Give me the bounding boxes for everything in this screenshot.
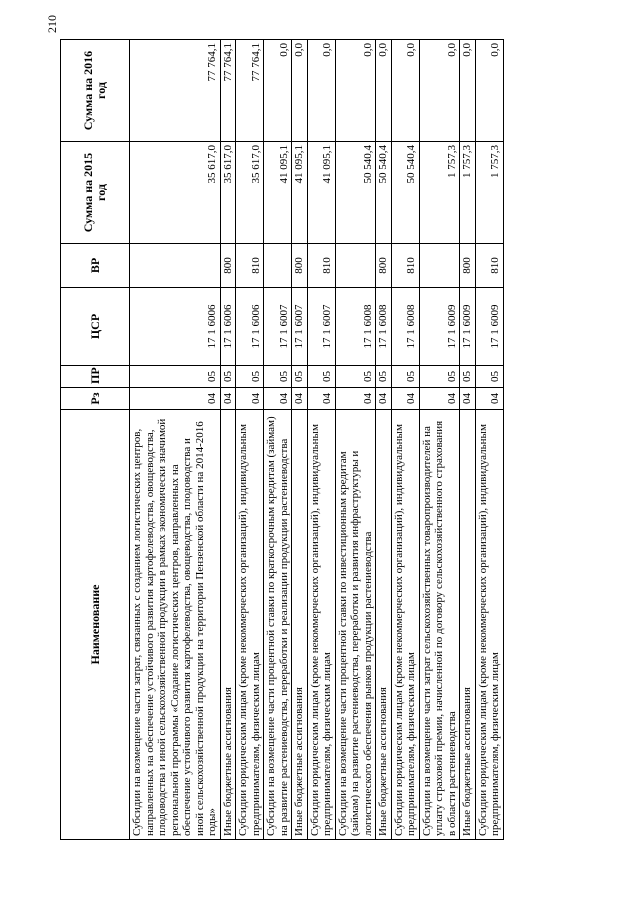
row-csr: 17 1 6008 — [335, 288, 376, 366]
row-csr: 17 1 6007 — [307, 288, 335, 366]
row-pr: 05 — [292, 366, 308, 388]
table-row — [264, 40, 292, 840]
row-pr: 05 — [264, 366, 292, 388]
row-vr: 800 — [376, 244, 392, 288]
row-sum-2015: 1 757,3 — [460, 142, 476, 244]
row-vr: 800 — [220, 244, 236, 288]
header-rz: Рз — [61, 388, 130, 410]
row-sum-2016: 0,0 — [335, 40, 376, 142]
table-row — [391, 40, 419, 840]
row-pr: 05 — [391, 366, 419, 388]
row-rz: 04 — [460, 388, 476, 410]
row-sum-2016: 0,0 — [292, 40, 308, 142]
row-vr — [130, 244, 221, 288]
row-csr: 17 1 6009 — [460, 288, 476, 366]
row-rz: 04 — [236, 388, 264, 410]
row-csr: 17 1 6008 — [391, 288, 419, 366]
row-sum-2016: 0,0 — [419, 40, 460, 142]
table-header — [61, 40, 130, 840]
row-vr: 810 — [475, 244, 503, 288]
row-name: Иные бюджетные ассигнования — [292, 410, 308, 840]
row-rz: 04 — [130, 388, 221, 410]
table-row — [335, 40, 376, 840]
row-rz: 04 — [292, 388, 308, 410]
budget-table — [60, 39, 504, 840]
row-sum-2015: 50 540,4 — [335, 142, 376, 244]
row-name: Иные бюджетные ассигнования — [220, 410, 236, 840]
row-name: Субсидии юридическим лицам (кроме некоммерческих организаций), индивидуальным предпринимателям, физическим лицам — [307, 410, 335, 840]
row-vr: 810 — [236, 244, 264, 288]
row-csr: 17 1 6009 — [419, 288, 460, 366]
row-rz: 04 — [376, 388, 392, 410]
row-sum-2016: 0,0 — [460, 40, 476, 142]
table-row — [236, 40, 264, 840]
header-vr: ВР — [61, 244, 130, 288]
row-vr — [264, 244, 292, 288]
row-sum-2016: 0,0 — [391, 40, 419, 142]
row-sum-2016: 77 764,1 — [130, 40, 221, 142]
rotated-table-wrapper — [60, 40, 605, 840]
row-vr — [335, 244, 376, 288]
header-sum-2016: Сумма на 2016 год — [61, 40, 130, 142]
row-name: Субсидии на возмещение части затрат сельскохозяйственных товаропроизводителей на уплату страховой премии, начисленной по договору сельскохозяйственного страхования в области растениеводства — [419, 410, 460, 840]
row-pr: 05 — [335, 366, 376, 388]
row-vr — [419, 244, 460, 288]
row-rz: 04 — [220, 388, 236, 410]
row-vr: 800 — [460, 244, 476, 288]
row-sum-2016: 0,0 — [376, 40, 392, 142]
row-sum-2015: 1 757,3 — [475, 142, 503, 244]
row-sum-2015: 1 757,3 — [419, 142, 460, 244]
row-rz: 04 — [391, 388, 419, 410]
row-name: Субсидии на возмещение части затрат, связанных с созданием логистических центров, направленных на обеспечение устойчивого развития картофелеводства, овощеводства, плодоводства и иной сельскохозяйственной продукции в рамках экономически значимой региональной программы «Создание логистических центров, направленных на обеспечение устойчивого развития картофелеводства, овощеводства, плодоводства и иной сельскохозяйственной продукции на территории Пензенской области на 2014-2016 годы» — [130, 410, 221, 840]
row-pr: 05 — [307, 366, 335, 388]
row-sum-2016: 77 764,1 — [236, 40, 264, 142]
row-rz: 04 — [307, 388, 335, 410]
table-row — [419, 40, 460, 840]
row-pr: 05 — [236, 366, 264, 388]
row-name: Иные бюджетные ассигнования — [460, 410, 476, 840]
row-sum-2015: 35 617,0 — [130, 142, 221, 244]
row-sum-2016: 0,0 — [307, 40, 335, 142]
row-sum-2015: 41 095,1 — [307, 142, 335, 244]
row-name: Субсидии юридическим лицам (кроме некоммерческих организаций), индивидуальным предпринимателям, физическим лицам — [475, 410, 503, 840]
row-vr: 810 — [391, 244, 419, 288]
row-name: Иные бюджетные ассигнования — [376, 410, 392, 840]
row-sum-2015: 35 617,0 — [220, 142, 236, 244]
row-pr: 05 — [419, 366, 460, 388]
header-sum-2015: Сумма на 2015 год — [61, 142, 130, 244]
row-pr: 05 — [220, 366, 236, 388]
row-rz: 04 — [419, 388, 460, 410]
header-pr: ПР — [61, 366, 130, 388]
row-csr: 17 1 6006 — [220, 288, 236, 366]
row-name: Субсидии на возмещение части процентной ставки по краткосрочным кредитам (займам) на развитие растениеводства, переработки и реализации продукции растениеводства — [264, 410, 292, 840]
table-row — [130, 40, 221, 840]
row-sum-2015: 35 617,0 — [236, 142, 264, 244]
row-pr: 05 — [475, 366, 503, 388]
row-name: Субсидии юридическим лицам (кроме некоммерческих организаций), индивидуальным предпринимателям, физическим лицам — [236, 410, 264, 840]
row-csr: 17 1 6007 — [292, 288, 308, 366]
row-name: Субсидии на возмещение части процентной ставки по инвестиционным кредитам (займам) на развитие растениеводства, переработки и развития инфраструктуры и логистического обеспечения рынков продукции растениеводства — [335, 410, 376, 840]
table-row — [475, 40, 503, 840]
row-csr: 17 1 6009 — [475, 288, 503, 366]
table-row — [307, 40, 335, 840]
table-body — [130, 40, 504, 840]
table-row — [460, 40, 476, 840]
row-vr: 800 — [292, 244, 308, 288]
row-name: Субсидии юридическим лицам (кроме некоммерческих организаций), индивидуальным предпринимателям, физическим лицам — [391, 410, 419, 840]
row-csr: 17 1 6008 — [376, 288, 392, 366]
row-sum-2015: 41 095,1 — [264, 142, 292, 244]
row-rz: 04 — [335, 388, 376, 410]
row-sum-2015: 41 095,1 — [292, 142, 308, 244]
row-sum-2016: 77 764,1 — [220, 40, 236, 142]
row-vr: 810 — [307, 244, 335, 288]
row-csr: 17 1 6006 — [130, 288, 221, 366]
row-pr: 05 — [130, 366, 221, 388]
row-sum-2016: 0,0 — [475, 40, 503, 142]
header-name: Наименование — [61, 410, 130, 840]
row-csr: 17 1 6006 — [236, 288, 264, 366]
row-sum-2015: 50 540,4 — [391, 142, 419, 244]
page-number: 210 — [45, 15, 59, 33]
row-csr: 17 1 6007 — [264, 288, 292, 366]
table-row — [376, 40, 392, 840]
table-row — [220, 40, 236, 840]
row-sum-2015: 50 540,4 — [376, 142, 392, 244]
row-pr: 05 — [460, 366, 476, 388]
row-rz: 04 — [264, 388, 292, 410]
header-csr: ЦСР — [61, 288, 130, 366]
table-row — [292, 40, 308, 840]
row-sum-2016: 0,0 — [264, 40, 292, 142]
row-pr: 05 — [376, 366, 392, 388]
row-rz: 04 — [475, 388, 503, 410]
